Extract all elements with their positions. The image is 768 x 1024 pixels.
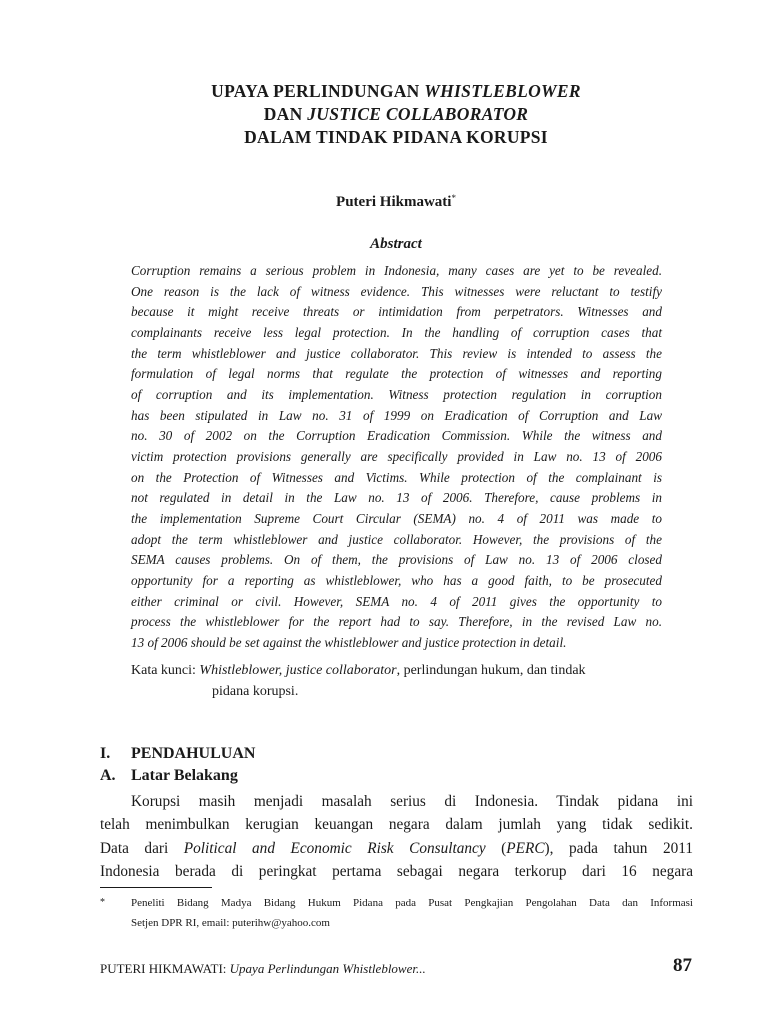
- body-italic-segment: PERC: [506, 839, 545, 857]
- footnote-line: Setjen DPR RI, email: puterihw@yahoo.com: [131, 917, 330, 929]
- abstract-line: of corruption and its implementation. Witness protection regulation in corruption: [131, 386, 662, 402]
- keywords-label: Kata kunci:: [131, 663, 200, 678]
- subsection-title: Latar Belakang: [131, 767, 238, 784]
- running-footer: [100, 961, 426, 977]
- keywords-line-2: pidana korupsi.: [212, 684, 299, 699]
- abstract-line: SEMA causes problems. On of them, the provisions of Law no. 13 of 2006 closed: [131, 552, 662, 568]
- abstract-line: Corruption remains a serious problem in Indonesia, many cases are yet to be revealed.: [131, 263, 662, 278]
- body-text-segment: Data dari: [100, 839, 184, 857]
- abstract-line: the term whistleblower and justice collaborator. This review is intended to assess the: [131, 345, 662, 361]
- abstract-line: not regulated in detail in the Law no. 13 of 2006. Therefore, cause problems in: [131, 490, 662, 506]
- footer-author: PUTERI HIKMAWATI:: [100, 961, 230, 976]
- abstract-line: on the Protection of Witnesses and Victims. While protection of the complainant is: [131, 469, 662, 485]
- body-line: telah menimbulkan kerugian keuangan negara dalam jumlah yang tidak sedikit.: [100, 816, 693, 834]
- keywords-rest: , perlindungan hukum, dan tindak: [396, 663, 586, 678]
- footnote-divider: [100, 887, 212, 888]
- body-text-segment: ), pada tahun 2011: [544, 839, 694, 857]
- title-line-2: [100, 103, 692, 126]
- keywords: [131, 660, 671, 702]
- abstract-line: opportunity for a reporting as whistleblower, who has a good faith, to be prosecuted: [131, 572, 662, 588]
- title-line-2-text: DAN: [263, 104, 308, 124]
- body-line: Korupsi masih menjadi masalah serius di Indonesia. Tindak pidana ini: [131, 793, 693, 810]
- abstract-line: One reason is the lack of witness evidence. This witnesses were reluctant to testify: [131, 283, 662, 299]
- section-number: I.: [100, 745, 111, 762]
- abstract-line: complainants receive less legal protection. In the handling of corruption cases that: [131, 324, 662, 340]
- article-title: [100, 80, 692, 149]
- abstract-line: the implementation Supreme Court Circular (SEMA) no. 4 of 2011 was made to: [131, 510, 662, 526]
- abstract-line: 13 of 2006 should be set against the whistleblower and justice protection in detail.: [131, 634, 567, 650]
- keywords-italic: Whistleblower, justice collaborator: [199, 663, 397, 678]
- abstract-line: process the whistleblower for the report had to say. Therefore, in the revised Law no.: [131, 614, 662, 630]
- body-text-segment: (: [485, 839, 507, 857]
- abstract-body: [131, 261, 662, 653]
- body-line: [100, 837, 693, 860]
- author-name: [100, 193, 692, 211]
- title-line-3: DALAM TINDAK PIDANA KORUPSI: [244, 127, 548, 147]
- abstract-line: because it might receive threats or intimidation from perpetrators. Witnesses and: [131, 304, 662, 320]
- title-line-1: [100, 80, 692, 103]
- page-number: 87: [673, 955, 692, 976]
- abstract-line: no. 30 of 2002 on the Corruption Eradication Commission. While the witness and: [131, 428, 662, 444]
- abstract-line: victim protection provisions generally are specifically provided in Law no. 13 of 2006: [131, 448, 662, 464]
- title-line-1-italic: WHISTLEBLOWER: [424, 81, 581, 101]
- title-line-2-italic: JUSTICE COLLABORATOR: [307, 104, 529, 124]
- author-footnote-marker: *: [451, 193, 456, 203]
- title-line-1-text: UPAYA PERLINDUNGAN: [211, 81, 425, 101]
- author-name-text: Puteri Hikmawati: [336, 194, 452, 210]
- footnote-line: Peneliti Bidang Madya Bidang Hukum Pidana pada Pusat Pengkajian Pengolahan Data dan Informasi: [131, 897, 693, 909]
- body-paragraph: [100, 790, 693, 884]
- section-heading: [100, 745, 255, 763]
- section-title: PENDAHULUAN: [131, 745, 256, 762]
- footnote-marker: *: [100, 897, 105, 908]
- subsection-heading: [100, 767, 238, 785]
- subsection-letter: A.: [100, 767, 116, 784]
- abstract-line: has been stipulated in Law no. 31 of 1999 on Eradication of Corruption and Law: [131, 407, 662, 423]
- body-italic-segment: Political and Economic Risk Consultancy: [183, 839, 486, 857]
- footer-short-title: Upaya Perlindungan Whistleblower...: [229, 961, 426, 976]
- footnote-text: [131, 893, 693, 933]
- keywords-line-1: [131, 660, 671, 681]
- footnote: [100, 893, 693, 933]
- abstract-line: adopt the term whistleblower and justice collaborator. However, the provisions of the: [131, 531, 662, 547]
- abstract-line: formulation of legal norms that regulate the protection of witnesses and reporting: [131, 366, 662, 382]
- abstract-line: either criminal or civil. However, SEMA no. 4 of 2011 gives the opportunity to: [131, 593, 662, 609]
- body-line: Indonesia berada di peringkat pertama sebagai negara terkorup dari 16 negara: [100, 863, 693, 881]
- abstract-heading: Abstract: [370, 236, 422, 252]
